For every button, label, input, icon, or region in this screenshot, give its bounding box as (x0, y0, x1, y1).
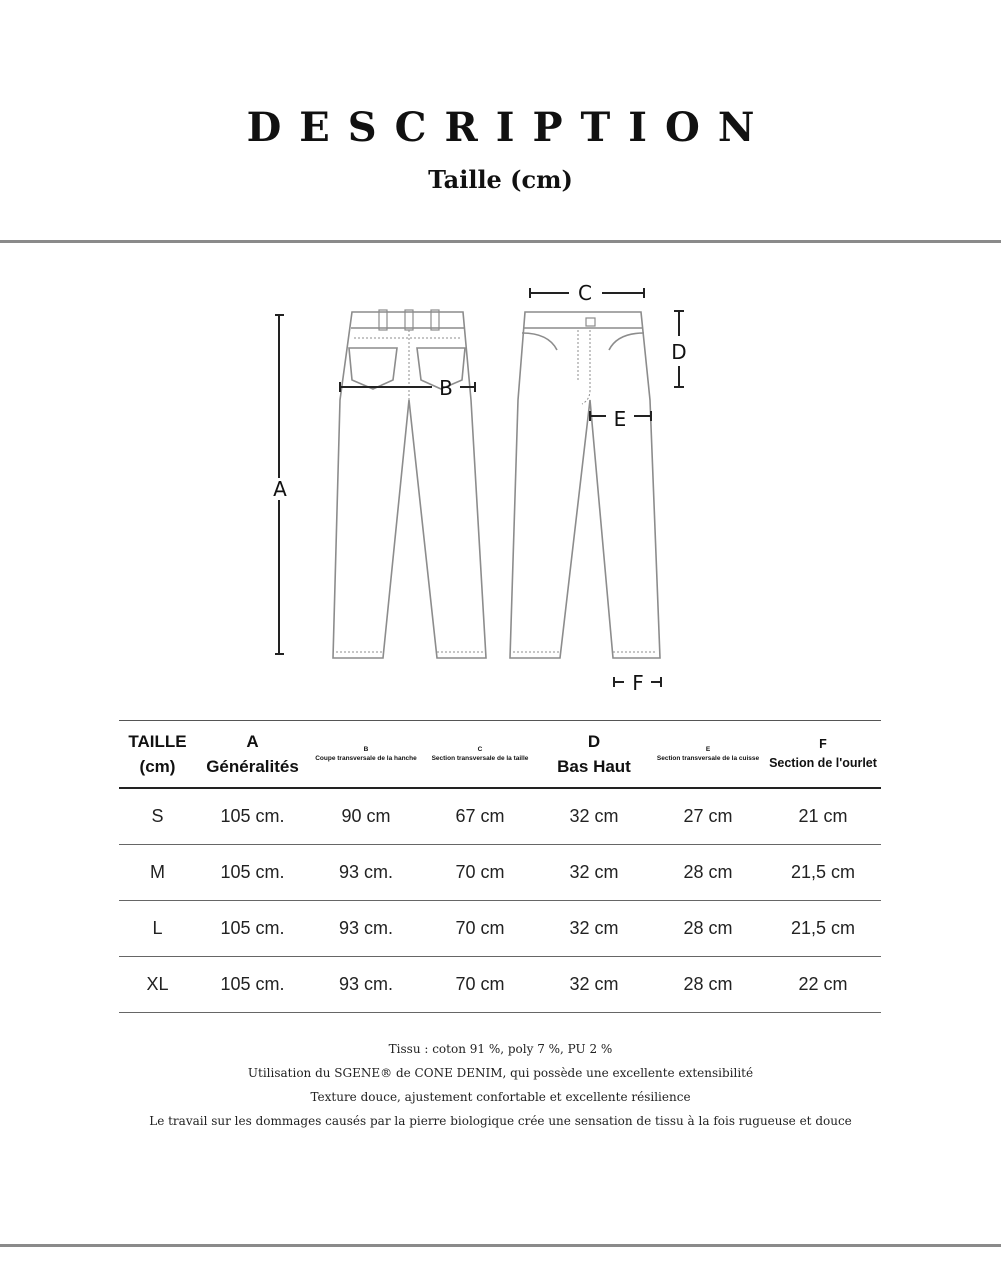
top-divider (0, 240, 1001, 243)
table-row (119, 845, 881, 901)
header-b: B Coupe transversale de la hanche (309, 721, 423, 789)
cell-a: 105 cm. (196, 788, 309, 845)
header-d: D Bas Haut (537, 721, 651, 789)
cell-a: 105 cm. (196, 845, 309, 901)
table-row (119, 788, 881, 845)
page-title: DESCRIPTION (246, 104, 773, 151)
label-a: A (273, 477, 287, 501)
table-row (119, 957, 881, 1013)
label-c: C (578, 281, 592, 305)
cell-f: 22 cm (765, 957, 881, 1013)
cell-f: 21 cm (765, 788, 881, 845)
cell-b: 93 cm. (309, 901, 423, 957)
size-cell: S (119, 788, 196, 845)
cell-b: 93 cm. (309, 957, 423, 1013)
size-cell: L (119, 901, 196, 957)
size-cell: M (119, 845, 196, 901)
cell-a: 105 cm. (196, 901, 309, 957)
bottom-divider (0, 1244, 1001, 1247)
label-e: E (613, 407, 627, 431)
header-f: F Section de l'ourlet (765, 721, 881, 789)
cell-d: 32 cm (537, 845, 651, 901)
label-d: D (671, 340, 687, 364)
jeans-front-view (510, 312, 660, 658)
fabric-notes (0, 1041, 1001, 1137)
note-texture: Texture douce, ajustement confortable et excellente résilience (310, 1090, 691, 1104)
label-f: F (632, 671, 644, 695)
note-denim-origin: Utilisation du SGENE® de CONE DENIM, qui possède une excellente extensibilité (247, 1066, 754, 1080)
note-fabric-composition: Tissu : coton 91 %, poly 7 %, PU 2 % (388, 1042, 613, 1056)
label-b: B (439, 376, 453, 400)
cell-e: 28 cm (651, 957, 765, 1013)
cell-f: 21,5 cm (765, 901, 881, 957)
page-subtitle: Taille (cm) (428, 165, 573, 194)
cell-b: 90 cm (309, 788, 423, 845)
cell-d: 32 cm (537, 957, 651, 1013)
cell-e: 28 cm (651, 845, 765, 901)
cell-e: 27 cm (651, 788, 765, 845)
note-stone-wash: Le travail sur les dommages causés par la pierre biologique crée une sensation de tissu à la fois rugueuse et douce (149, 1114, 852, 1128)
cell-c: 70 cm (423, 845, 537, 901)
header-e: E Section transversale de la cuisse (651, 721, 765, 789)
table-row (119, 901, 881, 957)
cell-c: 70 cm (423, 901, 537, 957)
cell-f: 21,5 cm (765, 845, 881, 901)
cell-e: 28 cm (651, 901, 765, 957)
size-table (119, 720, 881, 1013)
cell-c: 67 cm (423, 788, 537, 845)
cell-a: 105 cm. (196, 957, 309, 1013)
cell-b: 93 cm. (309, 845, 423, 901)
header-size: TAILLE (cm) (119, 721, 196, 789)
cell-d: 32 cm (537, 788, 651, 845)
header-a: A Généralités (196, 721, 309, 789)
jeans-back-view (333, 310, 486, 658)
size-cell: XL (119, 957, 196, 1013)
cell-d: 32 cm (537, 901, 651, 957)
jeans-measurement-diagram (0, 260, 1001, 700)
table-header-row (119, 721, 881, 789)
cell-c: 70 cm (423, 957, 537, 1013)
header-c: C Section transversale de la taille (423, 721, 537, 789)
